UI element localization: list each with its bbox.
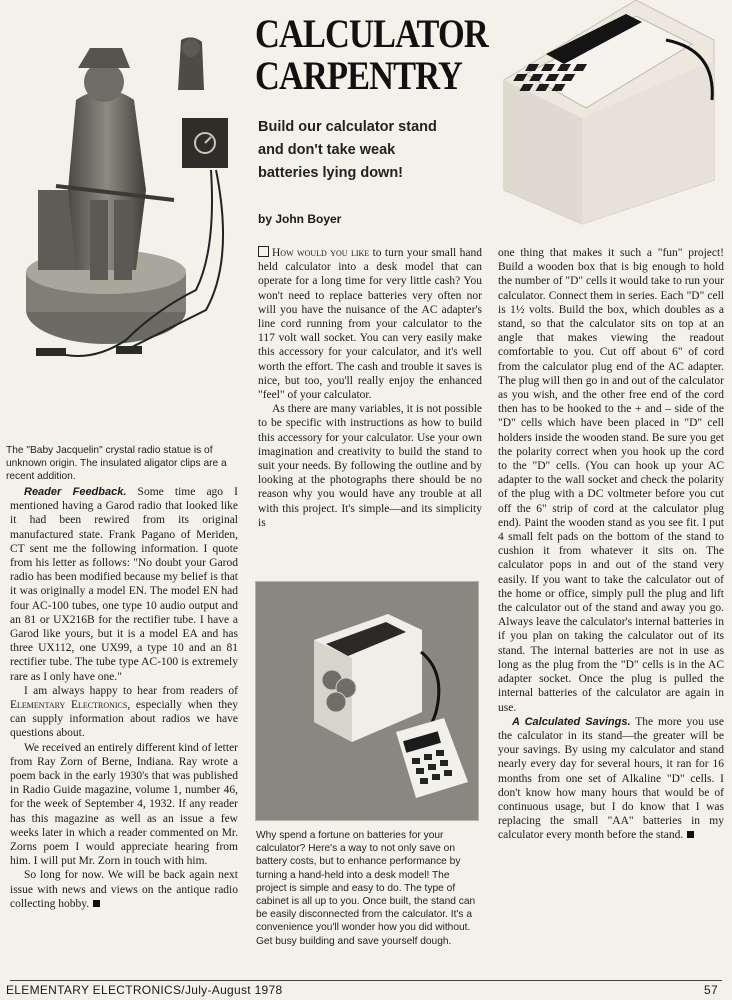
- statue-illustration: [6, 10, 238, 440]
- stand-with-cells-photo: [255, 581, 479, 821]
- footer-rule: [10, 980, 722, 981]
- stand-illustration: [256, 582, 478, 820]
- middle-column: [258, 246, 482, 530]
- end-mark-icon: [93, 900, 100, 907]
- magazine-name: Elementary Electronics: [10, 699, 128, 712]
- calculator-stand-illustration: [486, 0, 726, 226]
- zorn-paragraph: We received an entirely different kind of letter from Ray Zorn of Berne, Indiana. Ray wrote a poem back in the early 1930's that was published in Radio Guide magazine, volume 1, number 46, for the week of September 4, 1932. If any reader has this magazine as well as an issue a few weeks later in which a reader commented on Mr. Zorns poem I would appreciate hearing from him. I will put Mr. Zorn in touch with him.: [10, 741, 238, 868]
- savings-lead: A Calculated Savings.: [512, 715, 631, 728]
- savings-text: The more you use the calculator in its stand—the greater will be your savings. By using my calculator and stand nearly every day for several hours, it ran for 16 months from one set of Alkaline "D" cells. I don't know how many hours that would be of continuous usage, but I do know that I was replacing the small "AA" batteries in my calculator every month before the stand.: [498, 715, 724, 842]
- section-box-icon: [258, 246, 269, 257]
- intro-opener: How would you like: [272, 247, 370, 259]
- magazine-text-b: , especially when they can supply information about radios we have questions about.: [10, 699, 239, 740]
- intro-text: to turn your small hand held calculator into a desk model that can operate for a long time for very little cash? You won't need to replace batteries very often nor will you have the nuisance of the AC adapter's line cord running from your calculator to the 117 volt wall socket. You can very easily make this accessory for your calculator, and it's well worth the effort. The cash and trouble it saves is nice, but too, you'll really enjoy the enhanced "feel" of your calculator.: [258, 247, 483, 402]
- footer-publication: ELEMENTARY ELECTRONICS/July-August 1978: [6, 983, 283, 997]
- stand-caption: Why spend a fortune on batteries for your calculator? Here's a way to not only save on battery costs, but to enhance performance by turning a hand-held into a desk model! The project is simple and easy to do. The type of cabinet is all up to you. Once built, the stand can be easily disconnected from the calculator. It's a convenience you'll wonder how you did without. Get busy building and save yourself dough.: [256, 830, 476, 947]
- article-title-line2: CARPENTRY: [255, 53, 463, 98]
- page-number: 57: [704, 983, 718, 997]
- variables-paragraph: As there are many variables, it is not possible to be specific with instructions as how to build this accessory for your calculator. Use your own imagination and creativity to build the stand to suit your needs. By following the outline and by looking at the photographs there should be no reason why you would have any trouble at all with this project. It's simple—and its simplicity is: [258, 403, 482, 529]
- reader-feedback-lead: Reader Feedback.: [24, 486, 127, 498]
- fun-project-paragraph: one thing that makes it such a "fun" project! Build a wooden box that is big enough to hold the number of "D" cells it would take to run your calculator. Connect them in series. Each "D" cell is 1½ volts. Build the box, which doubles as a stand, so that the calculator sits on top at an angle that makes viewing the readout comfortable to you. Cut off about 6" of cord from the calculator plug end of the AC adapter. The plug will then go in and out of the calculator as you wish, and the other free end of the cord then has to be hooked to the + and – side of the "D" cells which have been placed in "D" cell holders inside the wooden stand. Be sure you get the polarity correct when you hook up the cord to the "D" cells. (You can hook up your AC adapter to the wall socket and check the polarity of the plug with a DC voltmeter before you cut off the 6" strip of cord at the calculator plug end). Paint the wooden stand as you see fit. I put 4 small felt pads on the bottom of the stand to cushion it from whatever it sits on. The calculator pops in and out of the stand very easily. If you want to take the calculator out of the home or office, simply pull the plug and lift the calculator out of the stand and away you go. Always leave the calculator's internal batteries in if you plan on taking the calculator out of its stand. The internal batteries are not in use as long as the plug from the "D" cells is in the AC adapter socket. Once the plug is pulled the internal batteries of the calculator are again in use.: [498, 247, 724, 714]
- calculator-stand-photo: [486, 0, 726, 226]
- closing-paragraph: [10, 868, 238, 911]
- statue-caption: The "Baby Jacquelin" crystal radio statue is of unknown origin. The insulated aligator clips are a recent addition.: [6, 445, 227, 483]
- statue-photo: [6, 10, 238, 440]
- deck-line-2: and don't take weak: [258, 142, 396, 158]
- intro-paragraph: [258, 246, 482, 402]
- reader-feedback-text: Some time ago I mentioned having a Garod radio that looked like it had been rewired from its original manufactured state. Frank Pagano of Meriden, CT sent me the following information. I quote from his letter as follows: "No doubt your Garod radio has been modified because my belief is that it was originally a model EN. The model EN had four AC-100 tubes, one type 10 audio output and an 81 or UX216B for the rectifier tube. I have a Garod like yours, but it is a model EA and has three UX112, one UX99, a type 10 and an 81 rectifier tube. The tube type AC-100 is extremely rare as I only have one.": [10, 486, 239, 683]
- deck-line-3: batteries lying down!: [258, 165, 404, 181]
- end-mark-icon: [687, 831, 694, 838]
- right-column: [498, 246, 724, 843]
- left-column: [10, 485, 238, 911]
- closing-text: So long for now. We will be back again next issue with news and views on the antique radio collecting hobby.: [10, 869, 238, 910]
- article-deck: [258, 116, 508, 185]
- magazine-text-a: I am always happy to hear from readers of: [24, 684, 238, 697]
- byline: by John Boyer: [258, 212, 342, 226]
- savings-paragraph: [498, 715, 724, 843]
- article-title-line1: CALCULATOR: [255, 11, 488, 56]
- reader-feedback-paragraph: [10, 485, 238, 684]
- magazine-paragraph: [10, 684, 238, 741]
- deck-line-1: Build our calculator stand: [258, 119, 437, 135]
